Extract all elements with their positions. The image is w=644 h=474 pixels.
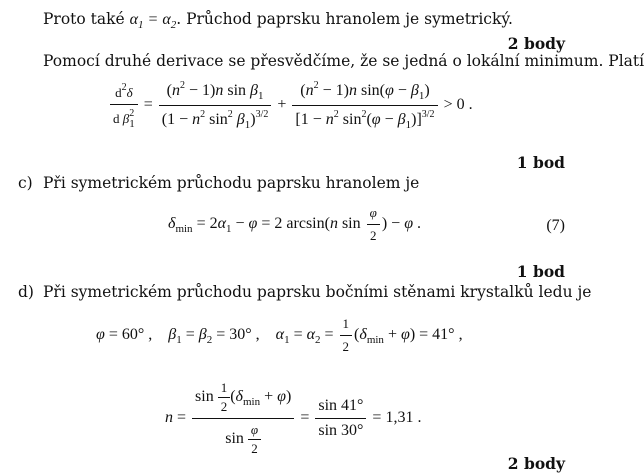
fraction-lhs: $\frac{d^2\delta}{d \beta^2_1}$ <box>110 82 138 130</box>
text-segment: . Průchod paprsku hranolem je symetrický. <box>176 10 513 28</box>
points-label-1-bod: 1 bod <box>516 262 565 281</box>
equation-second-derivative: $\frac{d^2\delta}{d \beta^2_1}$ = $\frac{(n^2 - 1)n \sin \beta_1}{(1 - n^2 \sin^2 \beta_1)^{3/2}}$ + $\frac{(n^2 - 1)n \sin(\varphi - \beta_1)}{[1 - n^2 \sin^2(\varphi - \beta_1)]^{3/2}}$ > 0 . <box>108 80 473 131</box>
points-label-2-body: 2 body <box>507 34 565 53</box>
equation-angles: φ = 60° , $\beta_1 = \beta_2 = 30^\circ$ , $\alpha_1 = \alpha_2$ = $\frac{1}{2}$ $(\delta_{min} + \varphi) = 41^\circ$ , <box>96 316 463 354</box>
points-label-2-body: 2 body <box>507 454 565 473</box>
item-label-d: d) <box>18 283 34 301</box>
text-line-d: Při symetrickém průchodu paprsku bočními stěnami krystalků ledu je <box>43 283 592 301</box>
fraction-term2: $\frac{(n^2 - 1)n \sin(\varphi - \beta_1)}{[1 - n^2 \sin^2(\varphi - \beta_1)]^{3/2}}$ <box>292 80 437 131</box>
equation-delta-min: $\delta_{min} = 2\alpha_1 - \varphi = 2$ arcsin(n sin $\frac{\varphi}{2}$ ) − φ . <box>168 205 422 243</box>
fraction-sin-values: $\frac{\sin 41^\circ}{\sin 30^\circ}$ <box>315 397 366 440</box>
item-label-c: c) <box>18 174 33 192</box>
fraction-term1: $\frac{(n^2 - 1)n \sin \beta_1}{(1 - n^2 \sin^2 \beta_1)^{3/2}}$ <box>159 80 272 131</box>
text-line-c: Při symetrickém průchodu paprsku hranolem je <box>43 174 420 192</box>
equation-number-7: (7) <box>546 217 565 234</box>
text-line-symmetric <box>43 12 513 31</box>
fraction-one-half: $\frac{1}{2}$ <box>340 316 353 355</box>
equation-refractive-index: n = sin $\frac{1}{2}$ $(\delta_{min} + \varphi)$ sin $\frac{\varphi}{2}$ = $\frac{\sin 41^\circ}{\sin 30^\circ}$ = 1,31 . <box>165 380 422 456</box>
points-label-1-bod: 1 bod <box>516 153 565 172</box>
fraction-n: sin $\frac{1}{2}$ $(\delta_{min} + \varphi)$ sin $\frac{\varphi}{2}$ <box>192 380 294 457</box>
fraction-phi-half: $\frac{\varphi}{2}$ <box>367 205 380 244</box>
text-segment: Proto také <box>43 10 130 28</box>
equation-alpha-equal: $\alpha_1 = \alpha_2$ <box>129 11 177 31</box>
text-line-second-derivative: Pomocí druhé derivace se přesvědčíme, že se jedná o lokální minimum. Platí <box>43 52 644 70</box>
